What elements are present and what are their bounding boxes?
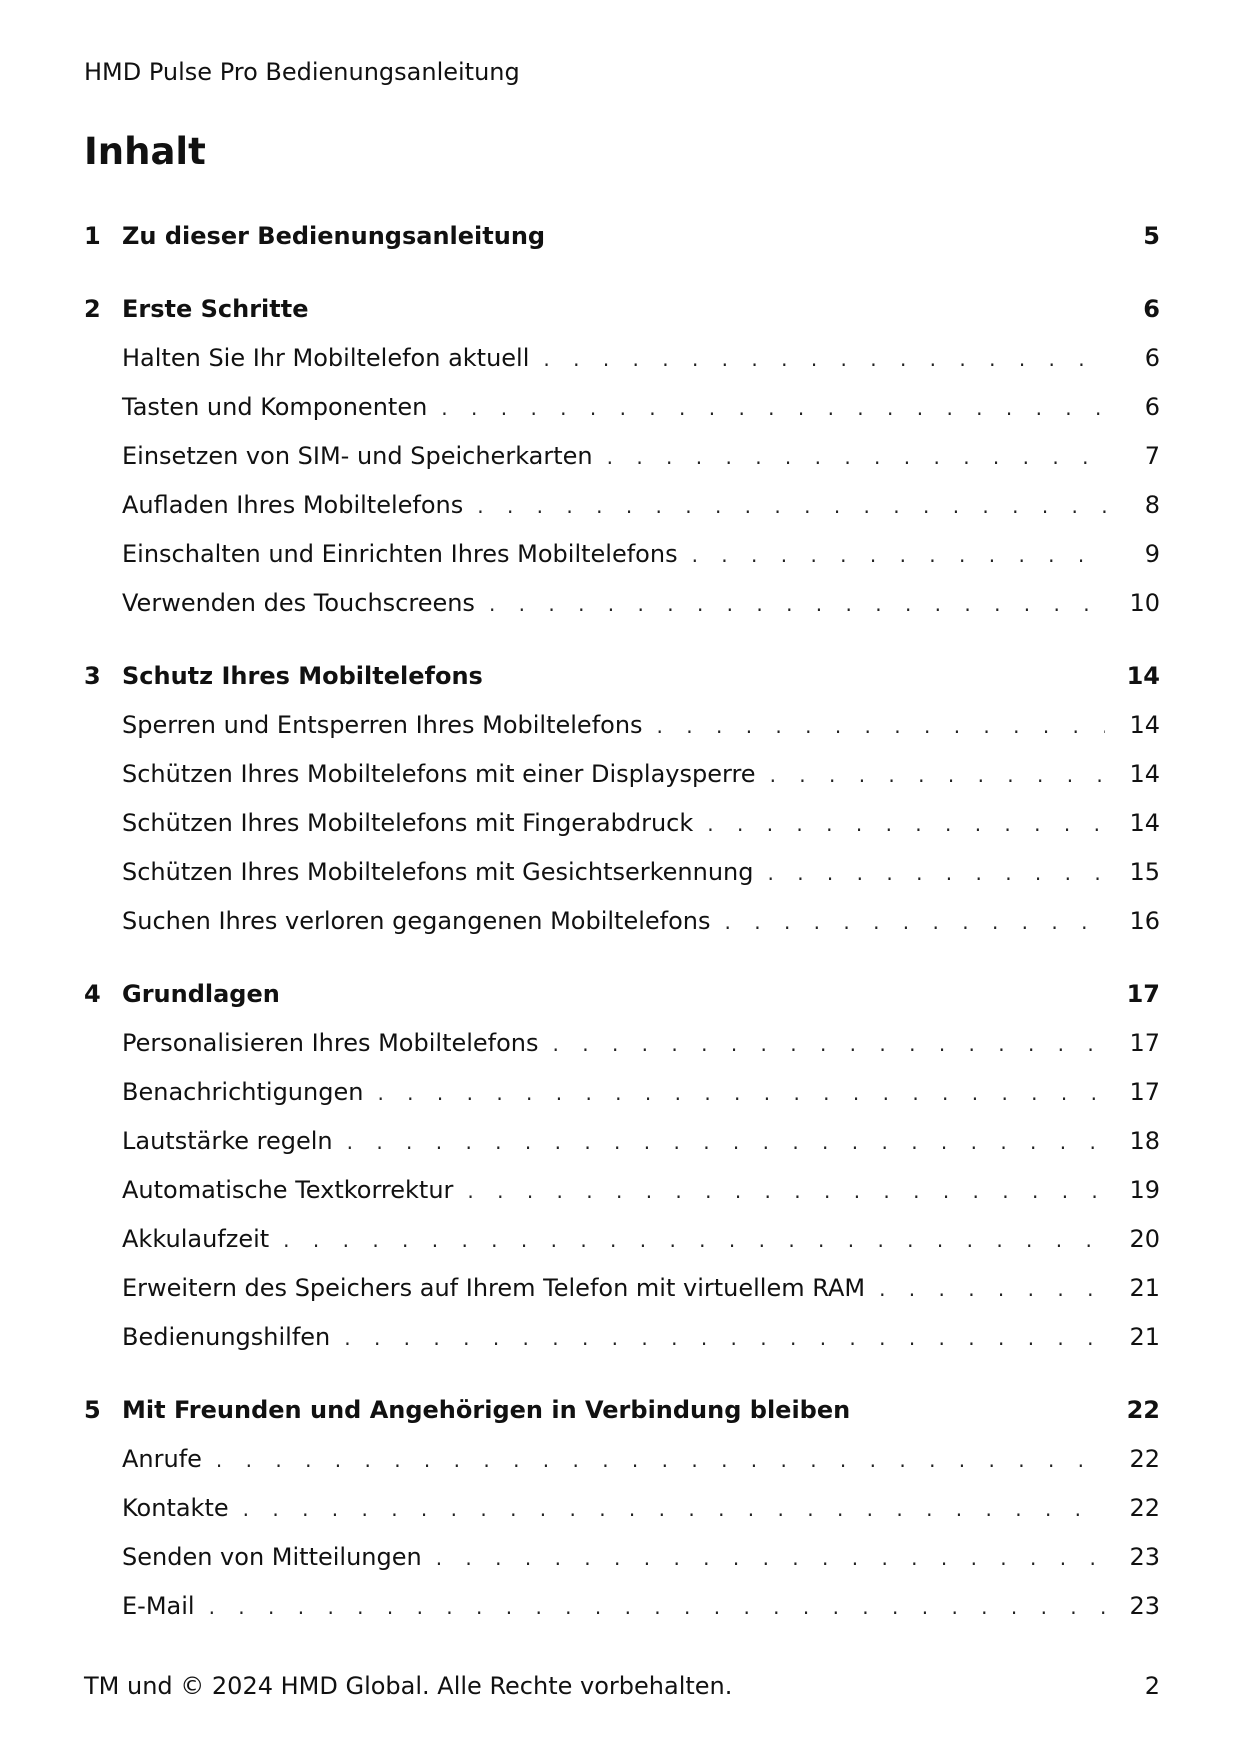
toc-section-row[interactable] — [84, 1166, 1160, 1215]
section-title: Einschalten und Einrichten Ihres Mobiltelefons — [122, 540, 678, 568]
dot-leader — [768, 849, 1106, 898]
chapter-title: Schutz Ihres Mobiltelefons — [122, 662, 483, 690]
toc-chapter-row[interactable] — [84, 285, 1160, 334]
toc-section-row[interactable] — [84, 897, 1160, 946]
dot-leader — [879, 1265, 1105, 1314]
dot-leader — [725, 898, 1106, 947]
chapter-page-number: 6 — [1143, 295, 1160, 323]
toc-chapter — [84, 212, 1160, 261]
dot-leader — [243, 1485, 1106, 1534]
chapter-title: Erste Schritte — [122, 295, 309, 323]
page-number: 2 — [1144, 1672, 1160, 1700]
dot-leader — [770, 751, 1106, 800]
section-title: E-Mail — [122, 1592, 195, 1620]
toc-section-row[interactable] — [84, 1019, 1160, 1068]
chapter-number: 2 — [84, 295, 101, 323]
section-page-number: 20 — [1129, 1225, 1160, 1253]
toc-chapter — [84, 1386, 1160, 1631]
section-page-number: 17 — [1129, 1078, 1160, 1106]
section-page-number: 23 — [1129, 1592, 1160, 1620]
dot-leader — [553, 1020, 1106, 1069]
section-page-number: 16 — [1129, 907, 1160, 935]
section-title: Schützen Ihres Mobiltelefons mit Fingerabdruck — [122, 809, 694, 837]
dot-leader — [543, 335, 1106, 384]
section-title: Benachrichtigungen — [122, 1078, 364, 1106]
toc-section-row[interactable] — [84, 848, 1160, 897]
chapter-number: 4 — [84, 980, 101, 1008]
section-page-number: 17 — [1129, 1029, 1160, 1057]
chapter-title: Grundlagen — [122, 980, 280, 1008]
section-page-number: 23 — [1129, 1543, 1160, 1571]
dot-leader — [344, 1314, 1105, 1363]
running-header: HMD Pulse Pro Bedienungsanleitung — [84, 58, 520, 86]
section-title: Halten Sie Ihr Mobiltelefon aktuell — [122, 344, 530, 372]
toc-section-row[interactable] — [84, 701, 1160, 750]
section-title: Akkulaufzeit — [122, 1225, 270, 1253]
toc-section-row[interactable] — [84, 481, 1160, 530]
section-page-number: 6 — [1144, 344, 1160, 372]
section-page-number: 22 — [1129, 1445, 1160, 1473]
section-title: Schützen Ihres Mobiltelefons mit einer Displaysperre — [122, 760, 756, 788]
section-page-number: 6 — [1144, 393, 1160, 421]
toc-section-row[interactable] — [84, 334, 1160, 383]
dot-leader — [477, 482, 1106, 531]
chapter-page-number: 14 — [1126, 662, 1160, 690]
toc-title: Inhalt — [84, 130, 206, 173]
section-title: Schützen Ihres Mobiltelefons mit Gesichtserkennung — [122, 858, 754, 886]
section-title: Senden von Mitteilungen — [122, 1543, 422, 1571]
toc-chapter-row[interactable] — [84, 970, 1160, 1019]
toc-section-row[interactable] — [84, 1582, 1160, 1631]
dot-leader — [657, 702, 1106, 751]
section-page-number: 7 — [1144, 442, 1160, 470]
section-page-number: 21 — [1129, 1274, 1160, 1302]
dot-leader — [692, 531, 1106, 580]
section-title: Sperren und Entsperren Ihres Mobiltelefons — [122, 711, 643, 739]
chapter-title: Zu dieser Bedienungsanleitung — [122, 222, 546, 250]
section-title: Verwenden des Touchscreens — [122, 589, 475, 617]
chapter-page-number: 5 — [1143, 222, 1160, 250]
section-title: Anrufe — [122, 1445, 202, 1473]
section-title: Personalisieren Ihres Mobiltelefons — [122, 1029, 539, 1057]
toc-section-row[interactable] — [84, 1117, 1160, 1166]
section-title: Einsetzen von SIM- und Speicherkarten — [122, 442, 593, 470]
dot-leader — [436, 1534, 1106, 1583]
chapter-number: 3 — [84, 662, 101, 690]
section-title: Erweitern des Speichers auf Ihrem Telefon mit virtuellem RAM — [122, 1274, 866, 1302]
dot-leader — [607, 433, 1106, 482]
toc-section-row[interactable] — [84, 1435, 1160, 1484]
toc-section-row[interactable] — [84, 799, 1160, 848]
dot-leader — [707, 800, 1105, 849]
section-page-number: 22 — [1129, 1494, 1160, 1522]
section-page-number: 15 — [1129, 858, 1160, 886]
toc-section-row[interactable] — [84, 383, 1160, 432]
dot-leader — [377, 1069, 1105, 1118]
dot-leader — [209, 1583, 1106, 1632]
chapter-page-number: 22 — [1126, 1396, 1160, 1424]
toc-section-row[interactable] — [84, 750, 1160, 799]
section-title: Lautstärke regeln — [122, 1127, 333, 1155]
section-page-number: 10 — [1129, 589, 1160, 617]
section-title: Automatische Textkorrektur — [122, 1176, 454, 1204]
section-title: Tasten und Komponenten — [122, 393, 428, 421]
section-page-number: 21 — [1129, 1323, 1160, 1351]
dot-leader — [216, 1436, 1106, 1485]
toc-section-row[interactable] — [84, 530, 1160, 579]
chapter-page-number: 17 — [1126, 980, 1160, 1008]
table-of-contents — [84, 212, 1160, 1655]
section-page-number: 19 — [1129, 1176, 1160, 1204]
section-title: Bedienungshilfen — [122, 1323, 331, 1351]
section-title: Aufladen Ihres Mobiltelefons — [122, 491, 464, 519]
toc-section-row[interactable] — [84, 1068, 1160, 1117]
page-footer — [84, 1672, 1160, 1700]
dot-leader — [283, 1216, 1105, 1265]
chapter-number: 5 — [84, 1396, 101, 1424]
section-page-number: 14 — [1129, 760, 1160, 788]
section-title: Suchen Ihres verloren gegangenen Mobiltelefons — [122, 907, 711, 935]
toc-chapter — [84, 970, 1160, 1362]
section-title: Kontakte — [122, 1494, 229, 1522]
toc-section-row[interactable] — [84, 1313, 1160, 1362]
toc-chapter-row[interactable] — [84, 652, 1160, 701]
toc-section-row[interactable] — [84, 1533, 1160, 1582]
toc-chapter-row[interactable] — [84, 212, 1160, 261]
toc-chapter — [84, 652, 1160, 946]
dot-leader — [441, 384, 1106, 433]
section-page-number: 9 — [1144, 540, 1160, 568]
toc-chapter — [84, 285, 1160, 628]
toc-section-row[interactable] — [84, 432, 1160, 481]
section-page-number: 14 — [1129, 711, 1160, 739]
chapter-title: Mit Freunden und Angehörigen in Verbindung bleiben — [122, 1396, 851, 1424]
chapter-number: 1 — [84, 222, 101, 250]
dot-leader — [347, 1118, 1106, 1167]
toc-section-row[interactable] — [84, 1215, 1160, 1264]
dot-leader — [489, 580, 1106, 629]
section-page-number: 14 — [1129, 809, 1160, 837]
toc-section-row[interactable] — [84, 579, 1160, 628]
toc-chapter-row[interactable] — [84, 1386, 1160, 1435]
toc-section-row[interactable] — [84, 1484, 1160, 1533]
dot-leader — [467, 1167, 1105, 1216]
copyright-text: TM und © 2024 HMD Global. Alle Rechte vorbehalten. — [84, 1672, 733, 1700]
section-page-number: 8 — [1144, 491, 1160, 519]
section-page-number: 18 — [1129, 1127, 1160, 1155]
toc-section-row[interactable] — [84, 1264, 1160, 1313]
